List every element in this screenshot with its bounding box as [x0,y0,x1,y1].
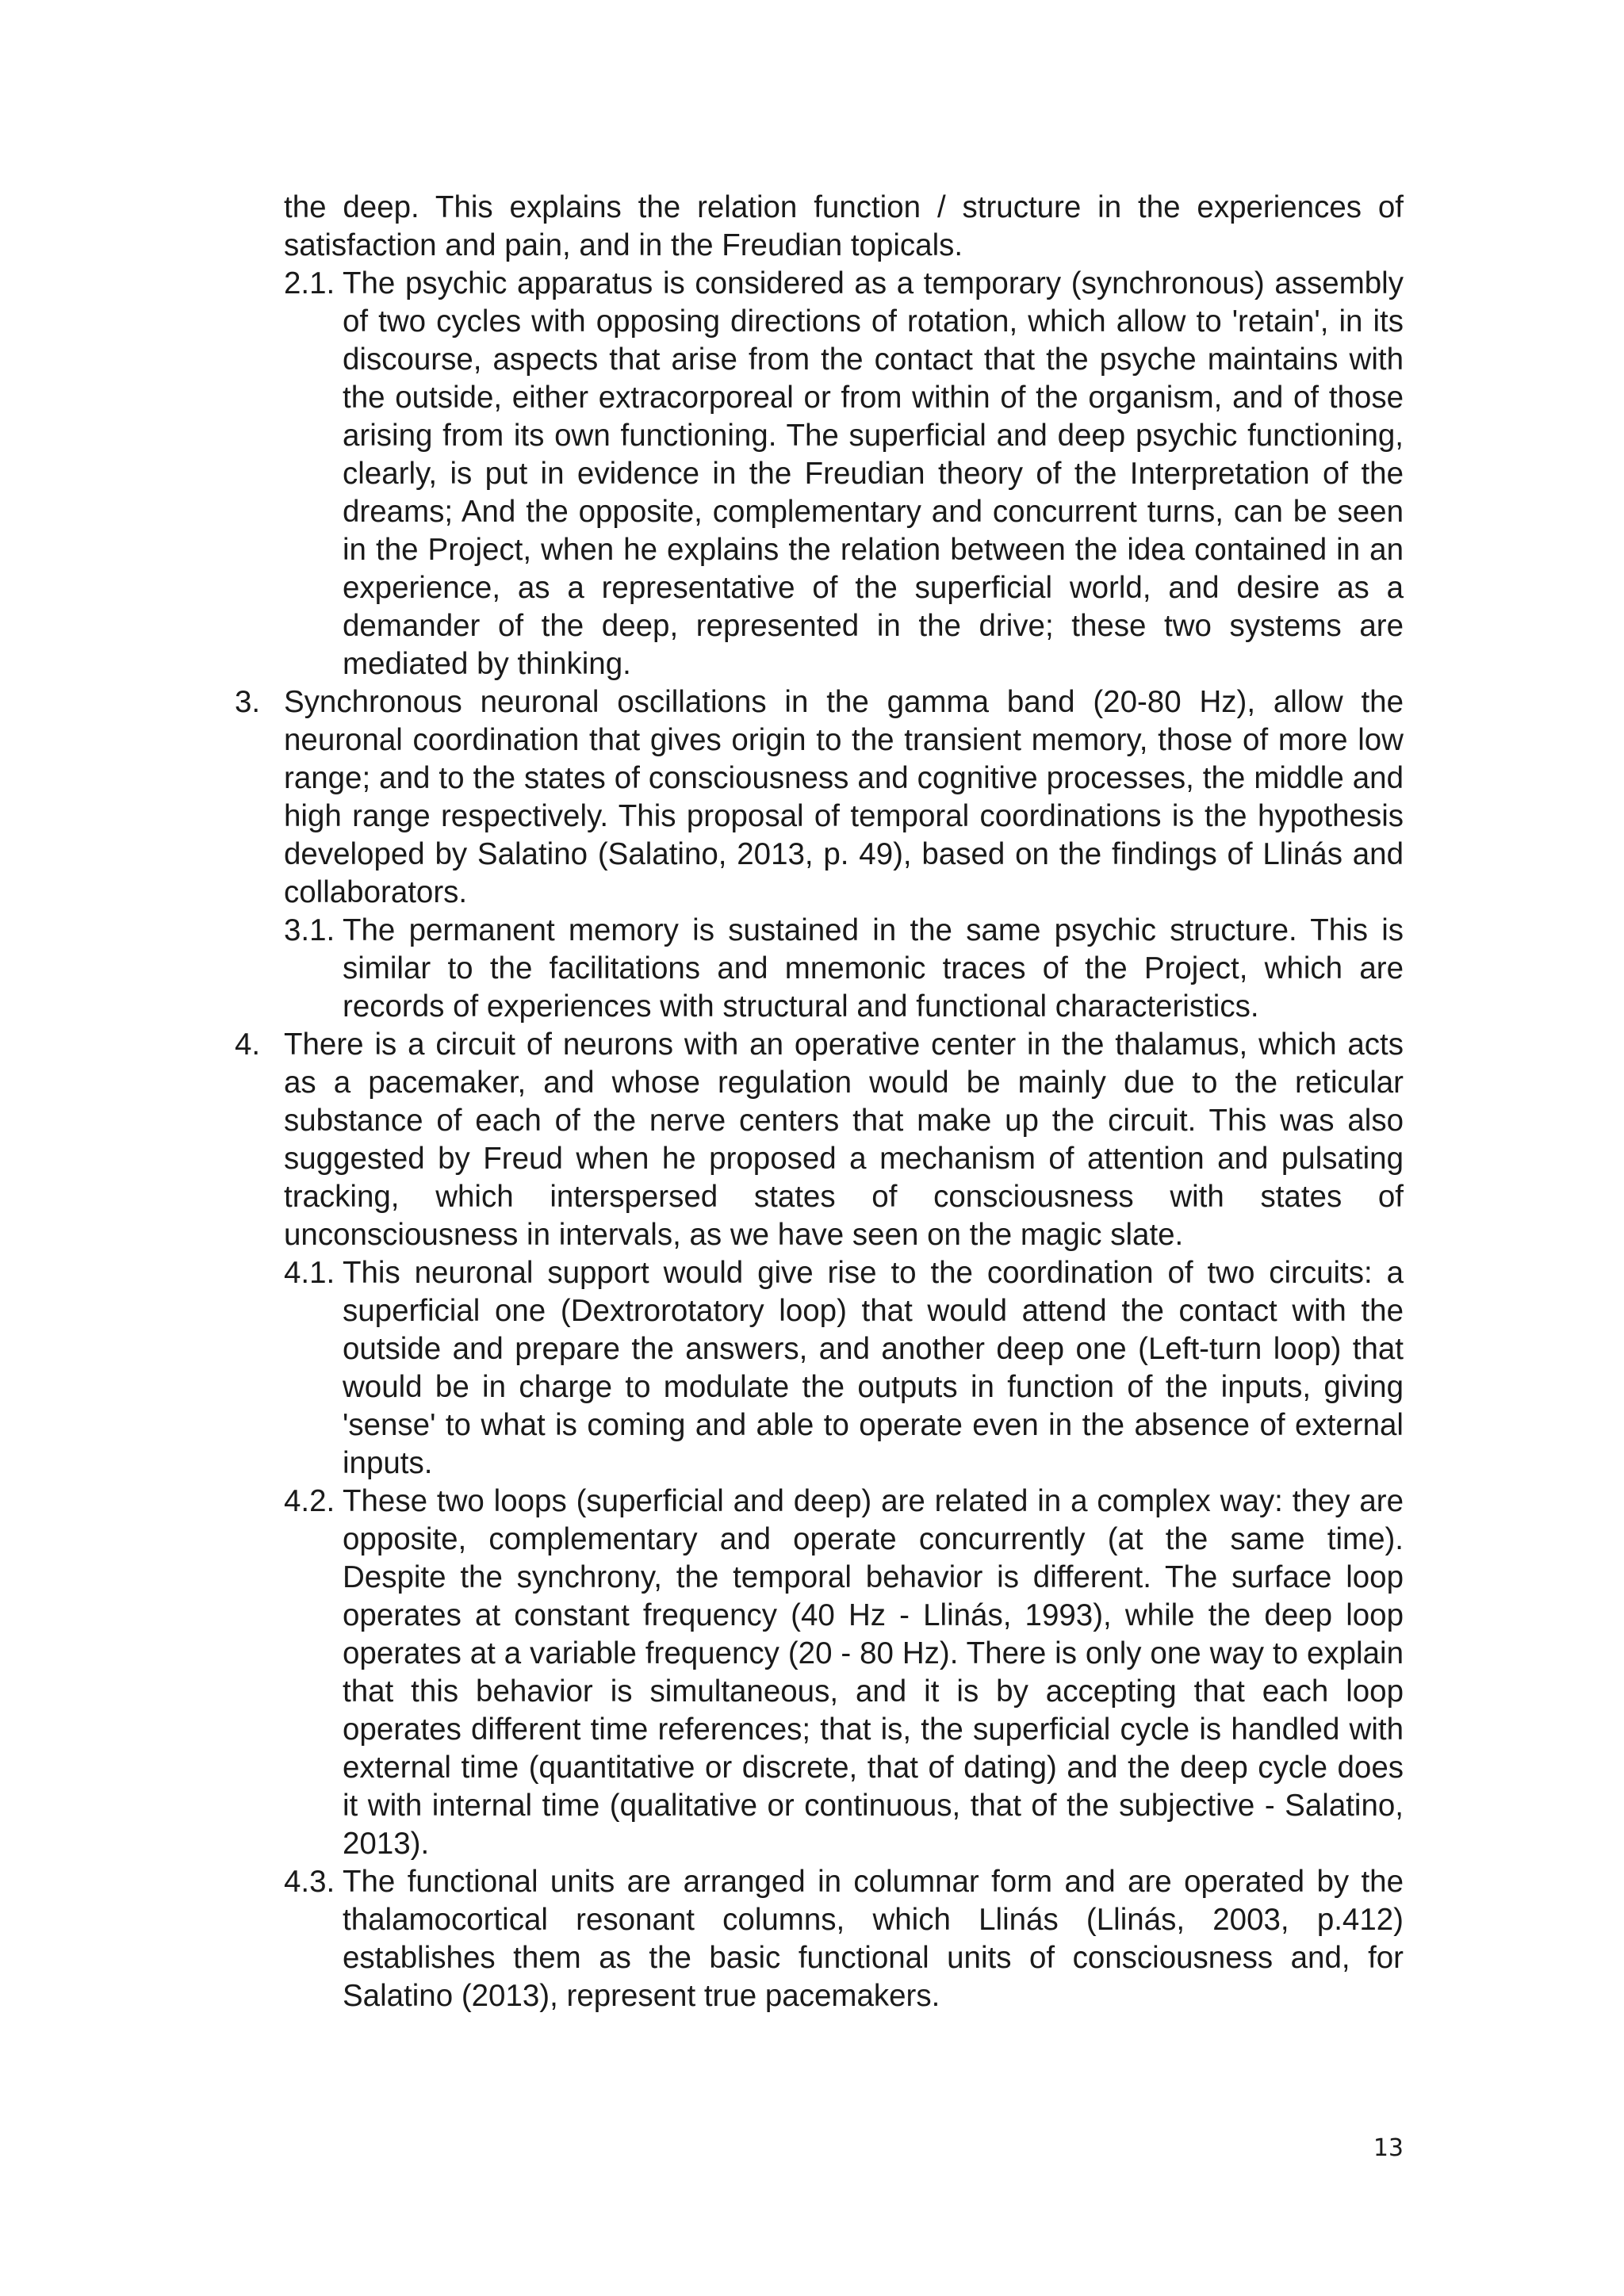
list-item-number: 2.1. [284,266,335,300]
page-number: 13 [1373,2134,1404,2162]
list-item-number: 3. [235,685,261,719]
list-item-4 [235,1026,1404,1254]
list-item-text: The psychic apparatus is considered as a temporary (synchronous) assembly of two cycles with opposing directions of rotation, which allow to 'retain', in its discourse, aspects that arise from the contact that the psyche maintains with the outside, either extracorporeal or from within of the organism, and of those arising from its own functioning. The superficial and deep psychic functioning, clearly, is put in evidence in the Freudian theory of the Interpretation of the dreams; And the opposite, complementary and concurrent turns, can be seen in the Project, when he explains the relation between the idea contained in an experience, as a representative of the superficial world, and desire as a demander of the deep, represented in the drive; these two systems are mediated by thinking. [343,266,1404,681]
list-item-4-1 [235,1254,1404,1483]
list-item-number: 4. [235,1027,261,1062]
list-item-number: 4.1. [284,1256,335,1290]
list-item-text: These two loops (superficial and deep) are related in a complex way: they are opposite, complementary and operate concurrently (at the same time). Despite the synchrony, the temporal behavior is different. The surface loop operates at constant frequency (40 Hz - Llinás, 1993), while the deep loop operates at a variable frequency (20 - 80 Hz). There is only one way to explain that this behavior is simultaneous, and it is by accepting that each loop operates different time references; that is, the superficial cycle is handled with external time (quantitative or discrete, that of dating) and the deep cycle does it with internal time (qualitative or continuous, that of the subjective - Salatino, 2013). [343,1484,1404,1861]
list-item-4-2 [235,1483,1404,1863]
list-item-text: There is a circuit of neurons with an operative center in the thalamus, which acts as a pacemaker, and whose regulation would be mainly due to the reticular substance of each of the nerve centers that make up the circuit. This was also suggested by Freud when he proposed a mechanism of attention and pulsating tracking, which interspersed states of consciousness with states of unconsciousness in intervals, as we have seen on the magic slate. [284,1027,1404,1252]
list-item-number: 4.3. [284,1865,335,1899]
document-body [235,189,1404,2015]
list-item-text: The permanent memory is sustained in the same psychic structure. This is similar to the facilitations and mnemonic traces of the Project, which are records of experiences with structural and functional characteristics. [343,913,1404,1024]
list-item-2-1 [235,265,1404,683]
list-item-text: Synchronous neuronal oscillations in the gamma band (20-80 Hz), allow the neuronal coordination that gives origin to the transient memory, those of more low range; and to the states of consciousness and cognitive processes, the middle and high range respectively. This proposal of temporal coordinations is the hypothesis developed by Salatino (Salatino, 2013, p. 49), based on the findings of Llinás and collaborators. [284,685,1404,909]
list-item-number: 4.2. [284,1484,335,1518]
list-item-4-3 [235,1863,1404,2015]
list-item-text: The functional units are arranged in columnar form and are operated by the thalamocortical resonant columns, which Llinás (Llinás, 2003, p.412) establishes them as the basic functional units of consciousness and, for Salatino (2013), represent true pacemakers. [343,1865,1404,2013]
list-item-text: This neuronal support would give rise to the coordination of two circuits: a superficial one (Dextrorotatory loop) that would attend the contact with the outside and prepare the answers, and another deep one (Left-turn loop) that would be in charge to modulate the outputs in function of the inputs, giving 'sense' to what is coming and able to operate even in the absence of external inputs. [343,1256,1404,1480]
list-item-number: 3.1. [284,913,335,947]
list-item-3-1 [235,912,1404,1026]
list-item-3 [235,683,1404,912]
intro-continuation-paragraph: the deep. This explains the relation function / structure in the experiences of satisfaction and pain, and in the Freudian topicals. [284,190,1404,262]
